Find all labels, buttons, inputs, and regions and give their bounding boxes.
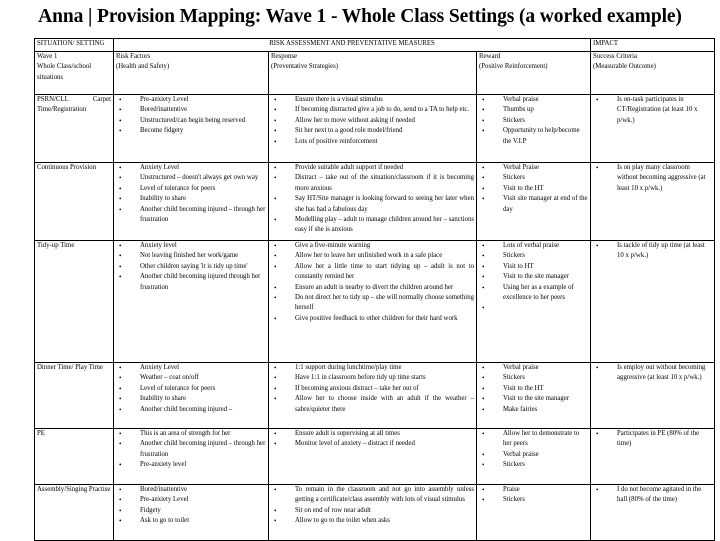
list-item: • Ask to go to toilet xyxy=(116,516,266,526)
list-item: • Verbal praise xyxy=(479,95,588,105)
response-list xyxy=(271,95,474,147)
list-item: • Do not direct her to tidy up – she will normally choose something herself xyxy=(271,293,474,314)
response-cell xyxy=(269,95,477,163)
response-cell xyxy=(269,429,477,485)
reward-cell xyxy=(477,485,591,541)
situation-header: SITUATION/ SETTING xyxy=(35,39,114,52)
reward-list xyxy=(479,485,588,506)
risk-cell xyxy=(114,429,269,485)
list-item: • Inability to share xyxy=(116,394,266,404)
list-item: • Sit on end of row near adult xyxy=(271,506,474,516)
wave-cell xyxy=(35,52,114,95)
list-item: • Fidgety xyxy=(116,506,266,516)
table-row xyxy=(35,429,715,485)
table-row xyxy=(35,241,715,363)
setting-cell: Dinner Time/ Play Time xyxy=(35,363,114,429)
reward-cell xyxy=(477,163,591,241)
reward-header: Reward (Positive Reinforcement) xyxy=(477,52,591,95)
list-item: • Level of tolerance for peers xyxy=(116,384,266,394)
list-item: • Bored/inattentive xyxy=(116,485,266,495)
list-item: • Visit to the site manager xyxy=(479,272,588,282)
risk-cell xyxy=(114,241,269,363)
success-cell xyxy=(591,163,715,241)
list-item: • Is on-task participates in CT/Registration (at least 10 x p/wk.) xyxy=(593,95,712,126)
risk-cell xyxy=(114,163,269,241)
list-item: • Visit to the site manager xyxy=(479,394,588,404)
response-list xyxy=(271,429,474,450)
risk-list xyxy=(116,95,266,137)
response-list xyxy=(271,363,474,415)
list-item: • Become fidgety xyxy=(116,126,266,136)
response-cell xyxy=(269,363,477,429)
list-item: • Stickers xyxy=(479,116,588,126)
risk-cell xyxy=(114,485,269,541)
list-item: • 1:1 support during lunchtime/play time xyxy=(271,363,474,373)
list-item: • Bored/inattentive xyxy=(116,105,266,115)
list-item: • Sit her next to a good role model/friend xyxy=(271,126,474,136)
reward-list xyxy=(479,95,588,147)
success-header: Success Criteria (Measurable Outcome) xyxy=(591,52,715,95)
list-item: • Make fairies xyxy=(479,405,588,415)
reward-list xyxy=(479,363,588,415)
list-item: • If becoming distracted give a job to do, send to a TA to help etc. xyxy=(271,105,474,115)
list-item: • Level of tolerance for peers xyxy=(116,184,266,194)
list-item: • Verbal Praise xyxy=(479,163,588,173)
provision-map-table xyxy=(34,38,715,541)
reward-list xyxy=(479,429,588,471)
list-item: • Visit to the HT xyxy=(479,384,588,394)
list-item: • Is on play many classroom without becoming aggressive (at least 10 x p/wk.) xyxy=(593,163,712,194)
list-item: • Modelling play – adult to manage children around her – sanctions easy if she is anxious xyxy=(271,215,474,236)
success-list xyxy=(593,163,712,194)
reward-cell xyxy=(477,429,591,485)
risk-list xyxy=(116,363,266,415)
list-item: • Is employ out without becoming aggressive (at least 10 x p/wk.) xyxy=(593,363,712,384)
success-list xyxy=(593,363,712,384)
risk-factors-header: Risk Factors (Health and Safety) xyxy=(114,52,269,95)
list-item: • Say HT/Site manager is looking forward to seeing her later when she has had a fabulous day xyxy=(271,194,474,215)
reward-list xyxy=(479,241,588,314)
response-header: Response (Preventative Strategies) xyxy=(269,52,477,95)
success-cell xyxy=(591,95,715,163)
list-item: • Have 1:1 in classroom before tidy up time starts xyxy=(271,373,474,383)
list-item: • Inability to share xyxy=(116,194,266,204)
list-item: • Not leaving finished her work/game xyxy=(116,251,266,261)
header-row xyxy=(35,39,715,52)
list-item: • Verbal praise xyxy=(479,363,588,373)
list-item: • Lots of verbal praise xyxy=(479,241,588,251)
list-item: • Visit site manager at end of the day xyxy=(479,194,588,215)
list-item: • Stickers xyxy=(479,251,588,261)
list-item: • Provide suitable adult support if needed xyxy=(271,163,474,173)
list-item: • Participates in PE (80% of the time) xyxy=(593,429,712,450)
risk-list xyxy=(116,485,266,527)
subheader-row xyxy=(35,52,715,95)
risk-header: RISK ASSESSMENT AND PREVENTATIVE MEASURES xyxy=(114,39,591,52)
list-item: • Monitor level of anxiety – distract if needed xyxy=(271,439,474,449)
list-item: • Other children saying 'it is tidy up time' xyxy=(116,262,266,272)
risk-list xyxy=(116,429,266,471)
list-item: • Pre-anxiety Level xyxy=(116,95,266,105)
risk-list xyxy=(116,163,266,225)
response-cell xyxy=(269,485,477,541)
success-cell xyxy=(591,485,715,541)
risk-cell xyxy=(114,363,269,429)
list-item: • Unstructured – doesn't always get own way xyxy=(116,173,266,183)
whole-class-label: Whole Class/school situations xyxy=(37,63,92,81)
wave-label: Wave 1 xyxy=(37,53,58,60)
list-item: • Allow to go to the toilet when asks xyxy=(271,516,474,526)
setting-cell: PE xyxy=(35,429,114,485)
list-item: • Unstructured/can begin being reserved xyxy=(116,116,266,126)
success-cell xyxy=(591,241,715,363)
list-item: • Verbal praise xyxy=(479,450,588,460)
response-list xyxy=(271,241,474,324)
list-item: • Give positive feedback to other children for their hard work xyxy=(271,314,474,324)
list-item: • This is an area of strength for her xyxy=(116,429,266,439)
list-item: • Anxiety Level xyxy=(116,363,266,373)
list-item: • Stickers xyxy=(479,495,588,505)
list-item: • Another child becoming injured – xyxy=(116,405,266,415)
list-item: • Opportunity to help/become the V.I.P xyxy=(479,126,588,147)
list-item: • Pre-anxiety level xyxy=(116,460,266,470)
setting-cell: PSRN/CLL Carpet Time/Registration xyxy=(35,95,114,163)
reward-cell xyxy=(477,363,591,429)
table-row xyxy=(35,485,715,541)
list-item: • Praise xyxy=(479,485,588,495)
list-item: • Pre-anxiety Level xyxy=(116,495,266,505)
table-row xyxy=(35,363,715,429)
reward-cell xyxy=(477,95,591,163)
list-item: • Anxiety Level xyxy=(116,163,266,173)
list-item: • I do not become agitated in the hall (80% of the time) xyxy=(593,485,712,506)
list-item: • Allow her to choose inside with an adult if the weather – sabre/quieter there xyxy=(271,394,474,415)
list-item: • Anxiety level xyxy=(116,241,266,251)
setting-cell: Assembly/Singing Practise xyxy=(35,485,114,541)
success-list xyxy=(593,429,712,450)
reward-list xyxy=(479,163,588,215)
page-title: Anna | Provision Mapping: Wave 1 - Whole Class Settings (a worked example) xyxy=(38,6,682,27)
success-cell xyxy=(591,363,715,429)
list-item: • Distract – take out of the situation/classroom if it is becoming more anxious xyxy=(271,173,474,194)
list-item: • Allow her to leave her unfinished work in a safe place xyxy=(271,251,474,261)
success-list xyxy=(593,485,712,506)
list-item: • To remain in the classroom and not go into assembly unless getting a certificate/class assembly with lots of visual stimulus xyxy=(271,485,474,506)
setting-cell: Tidy-up Time xyxy=(35,241,114,363)
risk-cell xyxy=(114,95,269,163)
list-item: • Allow her a little time to start tidying up – adult is not to constantly remind her xyxy=(271,262,474,283)
list-item: • Lots of positive reinforcement xyxy=(271,137,474,147)
list-item: • Another child becoming injured – through her frustration xyxy=(116,205,266,226)
reward-cell xyxy=(477,241,591,363)
response-list xyxy=(271,485,474,527)
list-item: • Allow her to demonstrate to her peers xyxy=(479,429,588,450)
list-item: • Allow her to move without asking if needed xyxy=(271,116,474,126)
list-item: • Is tackle of tidy up time (at least 10 x p/wk.) xyxy=(593,241,712,262)
list-item: • Visit to the HT xyxy=(479,184,588,194)
table-row xyxy=(35,163,715,241)
list-item: • Another child becoming injured – through her frustration xyxy=(116,439,266,460)
risk-list xyxy=(116,241,266,293)
list-item: • Weather – coat on/off xyxy=(116,373,266,383)
list-item: • Thumbs up xyxy=(479,105,588,115)
list-item: • Visit to HT xyxy=(479,262,588,272)
list-item: • Another child becoming injured through her frustration xyxy=(116,272,266,293)
success-list xyxy=(593,95,712,126)
list-item: • Stickers xyxy=(479,460,588,470)
response-cell xyxy=(269,163,477,241)
setting-cell: Continuous Provision xyxy=(35,163,114,241)
impact-header: IMPACT xyxy=(591,39,715,52)
response-cell xyxy=(269,241,477,363)
list-item: • Ensure there is a visual stimulus xyxy=(271,95,474,105)
list-item: • Ensure adult is supervising at all times xyxy=(271,429,474,439)
list-item: • Ensure an adult is nearby to divert the children around her xyxy=(271,283,474,293)
list-item xyxy=(479,303,588,313)
success-list xyxy=(593,241,712,262)
list-item: • Stickers xyxy=(479,373,588,383)
response-list xyxy=(271,163,474,236)
table-row xyxy=(35,95,715,163)
success-cell xyxy=(591,429,715,485)
list-item: • Using her as a example of excellence to her peers xyxy=(479,283,588,304)
list-item: • Stickers xyxy=(479,173,588,183)
list-item: • Give a five-minute warning xyxy=(271,241,474,251)
list-item: • If becoming anxious distract – take her out of xyxy=(271,384,474,394)
